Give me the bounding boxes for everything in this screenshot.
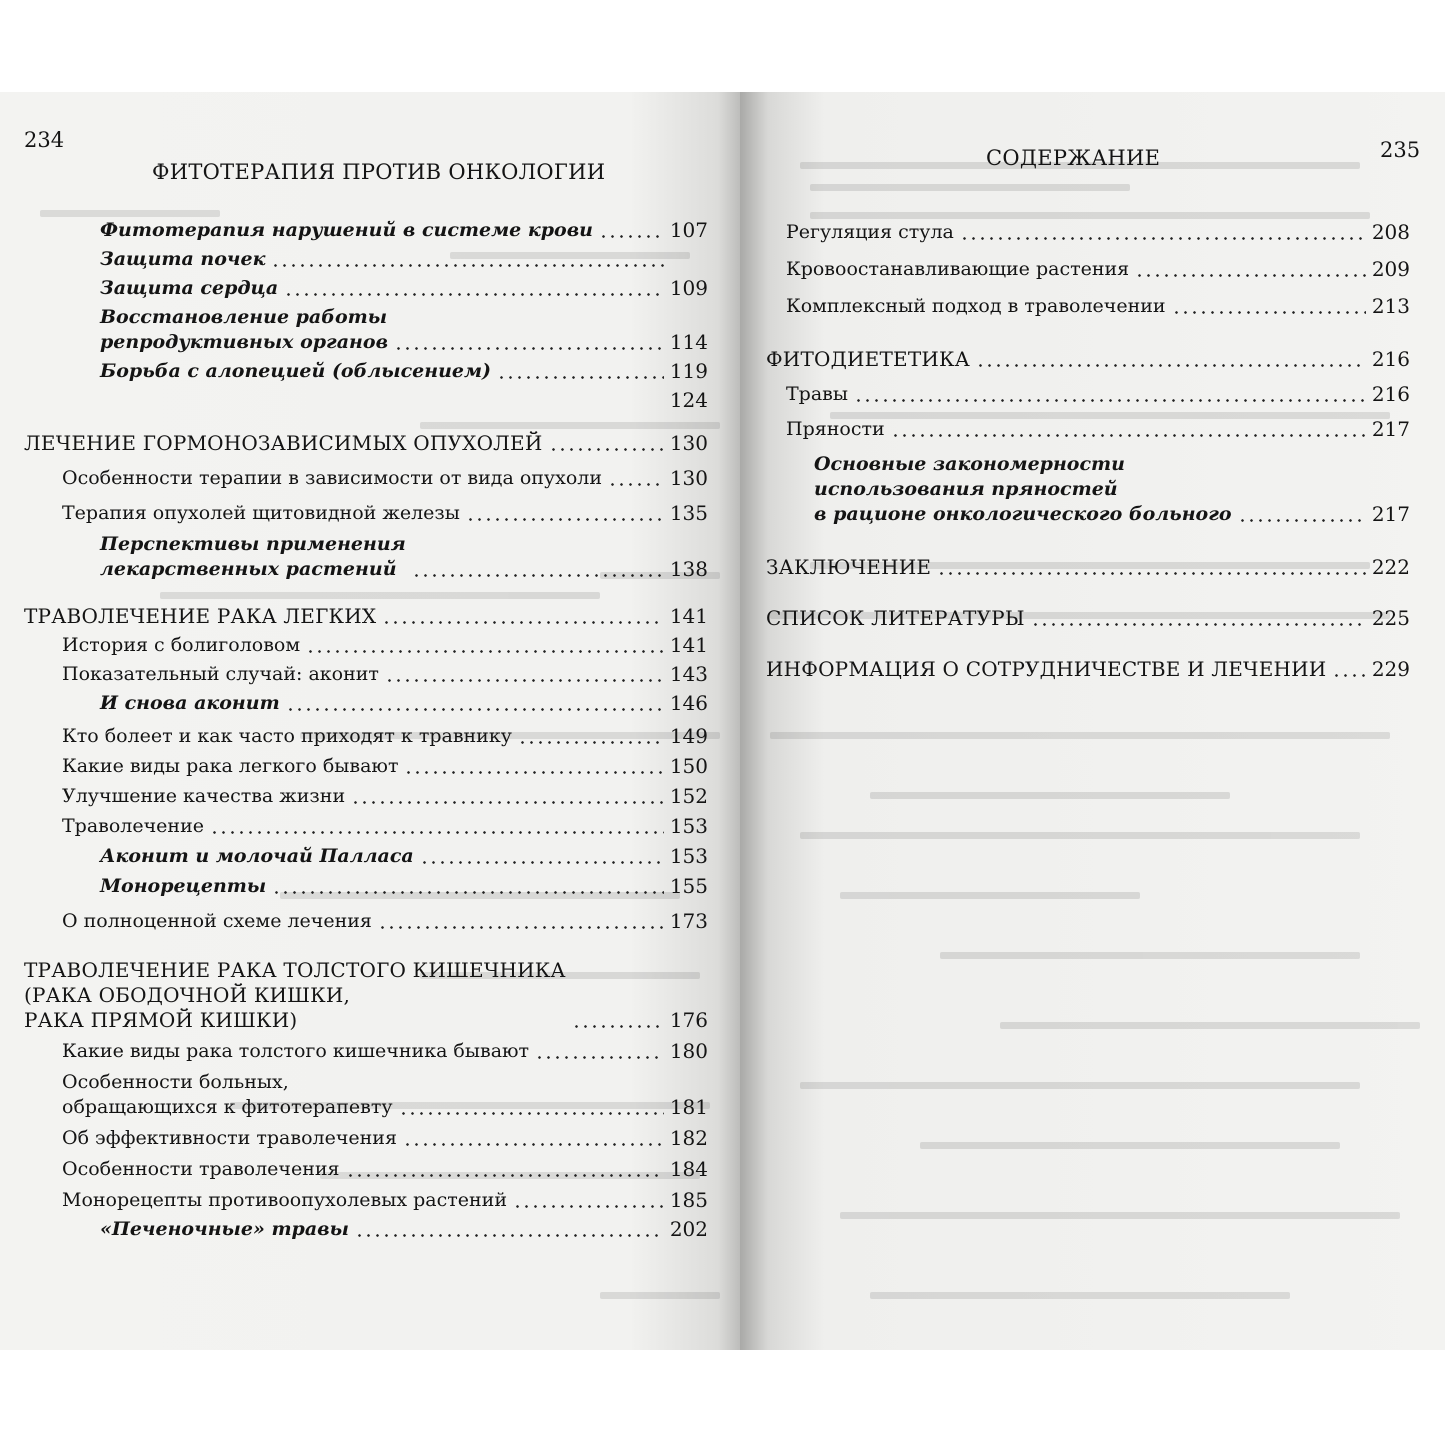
entry-page: 213 [1371, 294, 1410, 318]
entry-page: 124 [669, 388, 708, 412]
toc-entry[interactable] [766, 382, 1410, 407]
leader-dots [404, 771, 663, 774]
leader-dots [608, 483, 664, 486]
entry-page: 152 [669, 784, 708, 808]
toc-entry[interactable] [766, 417, 1410, 442]
right-page [740, 92, 1445, 1350]
entry-page: 141 [669, 633, 708, 657]
entry-title: ТРАВОЛЕЧЕНИЕ РАКА ТОЛСТОГО КИШЕЧНИКА (РАКА ОБОДОЧНОЙ КИШКИ, РАКА ПРЯМОЙ КИШКИ) [24, 958, 566, 1032]
entry-title: Особенности траволечения [62, 1158, 340, 1180]
entry-title: Защита почек [100, 248, 266, 270]
entry-title: Травы [786, 383, 848, 405]
entry-page: 229 [1371, 657, 1410, 681]
leader-dots [286, 708, 664, 711]
entry-page: 119 [669, 359, 708, 383]
leader-dots [1135, 274, 1366, 277]
entry-title: Монорецепты [100, 875, 267, 897]
toc-list-right [766, 220, 1410, 682]
toc-chapter[interactable] [24, 958, 708, 1033]
entry-title: ТРАВОЛЕЧЕНИЕ РАКА ЛЕГКИХ [24, 604, 377, 628]
leader-dots [272, 891, 664, 894]
leader-dots [420, 861, 664, 864]
entry-title: Перспективы применения лекарственных растений [100, 533, 406, 580]
leader-dots [284, 293, 664, 296]
entry-title: ФИТОДИЕТЕТИКА [766, 347, 971, 371]
entry-page: 141 [669, 604, 708, 628]
toc-entry[interactable] [24, 466, 708, 491]
entry-page: 150 [669, 754, 708, 778]
entry-title: ЗАКЛЮЧЕНИЕ [766, 555, 932, 579]
toc-chapter[interactable] [24, 604, 708, 629]
leader-dots [394, 347, 664, 350]
toc-entry[interactable] [24, 1217, 708, 1242]
leader-dots [937, 572, 1366, 575]
entry-page: 130 [669, 431, 708, 455]
toc-entry[interactable] [24, 691, 708, 716]
running-head: СОДЕРЖАНИЕ [986, 146, 1161, 170]
entry-title: Какие виды рака легкого бывают [62, 755, 399, 777]
entry-title: СПИСОК ЛИТЕРАТУРЫ [766, 606, 1025, 630]
entry-page: 180 [669, 1039, 708, 1063]
leader-dots [1238, 519, 1366, 522]
leader-dots [382, 621, 664, 624]
leader-dots [466, 518, 664, 521]
entry-page: 216 [1371, 382, 1410, 406]
entry-page: 182 [669, 1126, 708, 1150]
toc-entry[interactable] [24, 909, 708, 934]
entry-title: Монорецепты противоопухолевых растений [62, 1189, 507, 1211]
entry-title: Особенности терапии в зависимости от вида опухоли [62, 467, 602, 489]
page-number: 234 [24, 128, 65, 152]
leader-dots [1332, 674, 1365, 677]
entry-title: ЛЕЧЕНИЕ ГОРМОНОЗАВИСИМЫХ ОПУХОЛЕЙ [24, 431, 543, 455]
entry-title: Особенности больных, обращающихся к фитотерапевту [62, 1071, 393, 1118]
leader-dots [355, 1234, 664, 1237]
entry-page: 135 [669, 501, 708, 525]
leader-dots [385, 679, 664, 682]
toc-entry[interactable] [24, 874, 708, 899]
leader-dots [599, 235, 664, 238]
entry-page: 217 [1371, 417, 1410, 441]
entry-title: Пряности [786, 418, 885, 440]
toc-entry[interactable] [766, 452, 1410, 527]
leader-dots [960, 237, 1366, 240]
toc-entry[interactable] [24, 247, 708, 272]
leader-dots [346, 1174, 664, 1177]
entry-page: 153 [669, 844, 708, 868]
toc-entry[interactable] [24, 844, 708, 869]
toc-entry[interactable] [24, 388, 708, 413]
toc-entry[interactable] [24, 1188, 708, 1213]
leader-dots [412, 574, 664, 577]
leader-dots [549, 448, 664, 451]
entry-title: Кровоостанавливающие растения [786, 258, 1130, 280]
entry-page: 184 [669, 1157, 708, 1181]
entry-title: Основные закономерности использования пряностей в рационе онкологического больного [814, 453, 1232, 525]
entry-title: И снова аконит [100, 692, 280, 714]
toc-entry[interactable] [24, 1070, 708, 1120]
leader-dots [403, 1143, 664, 1146]
toc-entry[interactable] [766, 220, 1410, 245]
toc-entry[interactable] [766, 294, 1410, 319]
entry-page: 130 [669, 466, 708, 490]
entry-page: 114 [669, 330, 708, 354]
entry-title: Аконит и молочай Палласа [100, 845, 414, 867]
toc-entry[interactable] [24, 814, 708, 839]
leader-dots [210, 831, 664, 834]
entry-title: О полноценной схеме лечения [62, 910, 372, 932]
leader-dots [518, 741, 664, 744]
toc-entry[interactable] [24, 1157, 708, 1182]
entry-page: 143 [669, 662, 708, 686]
entry-title: Терапия опухолей щитовидной железы [62, 502, 460, 524]
entry-title: Об эффективности траволечения [62, 1127, 397, 1149]
toc-entry[interactable] [24, 784, 708, 809]
leader-dots [271, 264, 668, 267]
toc-entry[interactable] [24, 754, 708, 779]
entry-page: 222 [1371, 555, 1410, 579]
toc-entry[interactable] [24, 532, 708, 582]
leader-dots [891, 434, 1366, 437]
entry-title: Комплексный подход в траволечении [786, 295, 1166, 317]
entry-page: 202 [669, 1217, 708, 1241]
entry-title: Показательный случай: аконит [62, 663, 379, 685]
leader-dots [1172, 311, 1366, 314]
toc-entry[interactable] [24, 724, 708, 749]
entry-page: 208 [1371, 220, 1410, 244]
leader-dots [306, 650, 664, 653]
entry-page: 138 [669, 557, 708, 581]
toc-entry[interactable] [24, 1126, 708, 1151]
entry-page: 217 [1371, 502, 1410, 526]
toc-entry[interactable] [24, 662, 708, 687]
entry-page: 173 [669, 909, 708, 933]
toc-entry[interactable] [24, 305, 708, 355]
leader-dots [497, 376, 664, 379]
entry-page: 209 [1371, 257, 1410, 281]
toc-chapter[interactable] [766, 555, 1410, 580]
running-head: ФИТОТЕРАПИЯ ПРОТИВ ОНКОЛОГИИ [152, 160, 606, 184]
entry-title: Восстановление работы репродуктивных органов [100, 306, 389, 353]
entry-title: «Печеночные» травы [100, 1218, 349, 1240]
entry-page: 176 [669, 1008, 708, 1032]
entry-title: Защита сердца [100, 277, 279, 299]
toc-chapter[interactable] [766, 657, 1410, 682]
leader-dots [854, 399, 1366, 402]
toc-entry[interactable] [766, 257, 1410, 282]
leader-dots [1031, 623, 1366, 626]
entry-page: 216 [1371, 347, 1410, 371]
leader-dots [399, 1112, 664, 1115]
leader-dots [535, 1056, 664, 1059]
leader-dots [976, 364, 1366, 367]
entry-page: 225 [1371, 606, 1410, 630]
entry-page: 109 [669, 276, 708, 300]
toc-list-left [24, 218, 708, 1242]
leader-dots [513, 1205, 664, 1208]
toc-entry[interactable] [24, 633, 708, 658]
toc-entry[interactable] [24, 1039, 708, 1064]
entry-title: ИНФОРМАЦИЯ О СОТРУДНИЧЕСТВЕ И ЛЕЧЕНИИ [766, 657, 1327, 681]
toc-chapter[interactable] [766, 347, 1410, 372]
toc-chapter[interactable] [24, 431, 708, 456]
leader-dots [351, 801, 664, 804]
entry-page: 181 [669, 1095, 708, 1119]
entry-title: Борьба с алопецией (облысением) [100, 360, 492, 382]
toc-entry[interactable] [24, 276, 708, 301]
leader-dots [378, 926, 664, 929]
entry-title: Кто болеет и как часто приходят к травнику [62, 725, 512, 747]
toc-entry[interactable] [24, 501, 708, 526]
entry-page: 153 [669, 814, 708, 838]
entry-title: Траволечение [62, 815, 204, 837]
entry-title: Фитотерапия нарушений в системе крови [100, 219, 593, 241]
toc-entry[interactable] [24, 218, 708, 243]
entry-page: 146 [669, 691, 708, 715]
entry-title: Улучшение качества жизни [62, 785, 346, 807]
entry-page: 155 [669, 874, 708, 898]
entry-page: 107 [669, 218, 708, 242]
entry-title: Какие виды рака толстого кишечника бывают [62, 1040, 530, 1062]
entry-title: История с болиголовом [62, 634, 301, 656]
left-page [0, 92, 740, 1350]
page-number: 235 [1380, 138, 1421, 162]
leader-dots [572, 1025, 664, 1028]
entry-page: 149 [669, 724, 708, 748]
entry-page: 185 [669, 1188, 708, 1212]
toc-entry[interactable] [24, 359, 708, 384]
book-spread [0, 92, 1445, 1350]
toc-chapter[interactable] [766, 606, 1410, 631]
entry-title: Регуляция стула [786, 221, 954, 243]
